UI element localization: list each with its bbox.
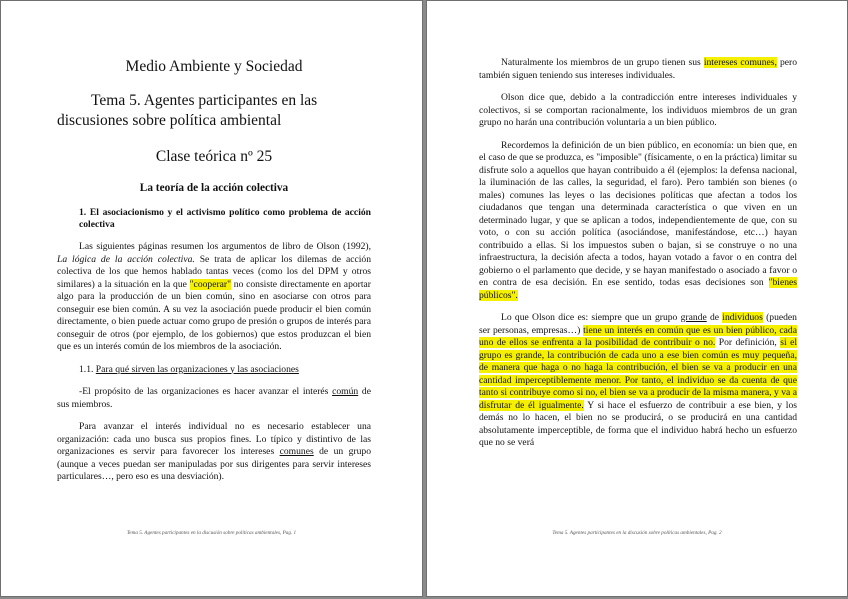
document-title: Medio Ambiente y Sociedad	[125, 58, 303, 75]
page-1-footer: Tema 5. Agentes participantes en la discusión sobre políticas ambientales, Pag. 1	[126, 530, 297, 536]
document-page-2	[426, 0, 848, 597]
highlight-large-group: si el grupo es grande, la contribución de cada uno a ese bien común es muy pequeña, de manera que haga o no haga la contribución, el bien se va a producir en una cantidad imperceptiblemente menor. Por tanto, el individuo se da cuenta de que tanto si contribuye como si no, el bien se va a producir de la misma manera, y va a disfrutar de él igualmente.	[479, 337, 797, 411]
paragraph-purpose: -El propósito de las organizaciones es hacer avanzar el interés común de sus miembros.	[57, 386, 371, 410]
subsection-heading: 1. El asociacionismo y el activismo político como problema de acción colectiva	[79, 207, 371, 230]
lecture-title: Clase teórica nº 25	[155, 148, 273, 165]
paragraph-public-good-definition: Recordemos la definición de un bien público, en economía: un bien que, en el caso de que se produzca, es "imposible" (físicamente, o en la práctica) limitar su disfrute solo a aquellos que hayan contribuido a él (ejemplos: la defensa nacional, la iluminación de las calles, la seguridad, el faro). Pero también son bienes (o males) comunes las leyes o las decisiones políticas que afectan a todos los ciudadanos que tengan una determinada característica o que viven en un determinado lugar, y que se aplican a todos, independientemente de que, con su voto, o con su acción política (asociándose, manifestándose, etc…) hayan contribuido a ellas. Si los impuestos suben o bajan, si se construye o no una infraestructura, la decisión afecta a todos, hayan votado a favor o en contra del gobierno o el parlamento que decide, y se hayan manifestado o asociado a favor o en contra de esa decisión. En ese sentido, todas esas decisiones son "bienes públicos".	[479, 139, 797, 301]
section-heading: La teoría de la acción colectiva	[139, 182, 289, 194]
highlight-common-interest: tiene un interés en común que es un bien público, cada uno de ellos se enfrenta a la posibilidad de contribuir o no.	[479, 324, 797, 348]
highlight-intereses-comunes: intereses comunes,	[703, 57, 777, 68]
paragraph-common-interests: Naturalmente los miembros de un grupo tienen sus intereses comunes, pero también siguen teniendo sus intereses individuales.	[479, 57, 798, 81]
document-page-1	[0, 0, 423, 597]
paragraph-olson-rational: Olson dice que, debido a la contradicción entre intereses individuales y colectivos, si se comportan racionalmente, los individuos miembros de un gran grupo no harán una contribución voluntaria a un bien público.	[479, 92, 797, 128]
subsection-1-1-heading: 1.1. Para qué sirven las organizaciones y las asociaciones	[79, 363, 299, 375]
page-2-content	[479, 57, 797, 450]
highlight-cooperar: "cooperar"	[189, 278, 232, 290]
highlight-bienes-publicos: "bienes públicos".	[479, 277, 797, 301]
page-2-footer: Tema 5. Agentes participantes en la discusión sobre políticas ambientales, Pag. 2	[552, 530, 722, 536]
paragraph-individual-interest: Para avanzar el interés individual no es necesario establecer una organización: cada uno busca sus propios fines. Lo típico y distintivo de las organizaciones es servir para favorecer los intereses comunes de un grupo (aunque a veces puedan ser manipuladas por sus dirigentes para servir intereses particulares…, pero eso es una desviación).	[57, 421, 372, 482]
paragraph-olson-large-group: Lo que Olson dice es: siempre que un grupo grande de individuos (pueden ser personas, empresas…) tiene un interés en común que es un bien público, cada uno de ellos se enfrenta a la posibilidad de contribuir o no. Por definición, si el grupo es grande, la contribución de cada uno a ese bien común es muy pequeña, de manera que haga o no haga la contribución, el bien se va a producir en una cantidad imperceptiblemente menor. Por tanto, el individuo se da cuenta de que tanto si contribuye como si no, el bien se va a producir de la misma manera, y va a disfrutar de él igualmente. Y si hace el esfuerzo de contribuir a ese bien, y los demás no lo hacen, el bien no se producirá, o se producirá en una cantidad absolutamente imperceptible, de forma que el individuo habrá hecho un esfuerzo que no se verá	[479, 312, 798, 448]
paragraph-intro: Las siguientes páginas resumen los argumentos de libro de Olson (1992), La lógica de la acción colectiva. Se trata de aplicar los dilemas de acción colectiva de los que hemos hablado tantas veces (como los del DPM y otros similares) a la situación en la que "cooperar" no consiste directamente en aportar algo para la producción de un bien común, sino en asociarse con otros para conseguir ese bien común. A su vez la asociación puede producir el bien común directamente, o bien puede actuar como grupo de presión o grupos de interés para conseguir de otros (por ejemplo, de los gobiernos) que estos produzcan el bien que es un interés común de los miembros de la asociación.	[57, 241, 372, 352]
topic-title: Tema 5. Agentes participantes en las discusiones sobre política ambiental	[57, 92, 318, 129]
page-1-content	[57, 1, 371, 484]
